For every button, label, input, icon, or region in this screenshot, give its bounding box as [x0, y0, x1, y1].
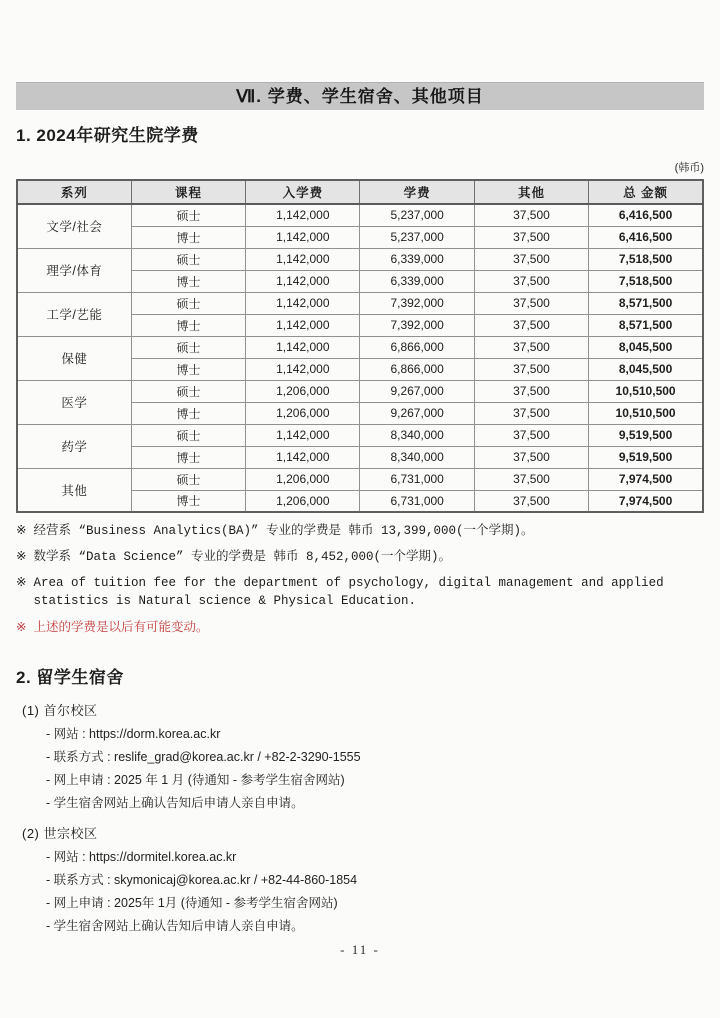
course-cell: 博士: [131, 402, 245, 424]
table-row: [17, 204, 703, 226]
table-row: [17, 336, 703, 358]
other-cell: 37,500: [474, 336, 588, 358]
course-cell: 硕士: [131, 248, 245, 270]
total-cell: 7,518,500: [589, 270, 703, 292]
course-cell: 硕士: [131, 292, 245, 314]
course-cell: 硕士: [131, 468, 245, 490]
series-cell: 药学: [17, 424, 131, 468]
course-cell: 硕士: [131, 336, 245, 358]
total-cell: 7,974,500: [589, 490, 703, 512]
other-cell: 37,500: [474, 402, 588, 424]
tuition-cell: 7,392,000: [360, 292, 474, 314]
note-text: 上述的学费是以后有可能变动。: [33, 620, 209, 635]
series-cell: 理学/体育: [17, 248, 131, 292]
total-cell: 6,416,500: [589, 204, 703, 226]
notes-block: [16, 522, 704, 637]
admission-cell: 1,206,000: [246, 402, 360, 424]
series-cell: 医学: [17, 380, 131, 424]
note-marker: ※: [16, 620, 27, 635]
other-cell: 37,500: [474, 446, 588, 468]
tuition-cell: 6,339,000: [360, 248, 474, 270]
campus-note: - 学生宿舍网站上确认告知后申请人亲自申请。: [46, 918, 304, 933]
col-header-tuition: 学费: [360, 180, 474, 204]
tuition-cell: 8,340,000: [360, 446, 474, 468]
admission-cell: 1,142,000: [246, 270, 360, 292]
other-cell: 37,500: [474, 314, 588, 336]
tuition-table-body: [17, 204, 703, 512]
course-cell: 博士: [131, 270, 245, 292]
table-row: [17, 468, 703, 490]
other-cell: 37,500: [474, 424, 588, 446]
total-cell: 7,974,500: [589, 468, 703, 490]
table-row: [17, 380, 703, 402]
admission-cell: 1,142,000: [246, 358, 360, 380]
total-cell: 10,510,500: [589, 380, 703, 402]
note-text: 经营系 “Business Analytics(BA)” 专业的学费是 韩币 13,399,000(一个学期)。: [33, 524, 534, 538]
campus-label: (1) 首尔校区: [22, 702, 98, 718]
other-cell: 37,500: [474, 270, 588, 292]
admission-cell: 1,206,000: [246, 490, 360, 512]
section2-heading: 2. 留学生宿舍: [16, 667, 124, 687]
note-tuition-area: [16, 574, 704, 610]
tuition-cell: 5,237,000: [360, 204, 474, 226]
total-cell: 9,519,500: [589, 446, 703, 468]
admission-cell: 1,142,000: [246, 248, 360, 270]
other-cell: 37,500: [474, 380, 588, 402]
admission-cell: 1,142,000: [246, 446, 360, 468]
tuition-cell: 6,731,000: [360, 468, 474, 490]
campus-details: [46, 851, 704, 934]
section-title-bar: Ⅶ. 学费、学生宿舍、其他项目: [16, 82, 704, 110]
other-cell: 37,500: [474, 358, 588, 380]
admission-cell: 1,206,000: [246, 468, 360, 490]
course-cell: 博士: [131, 490, 245, 512]
note-text: Area of tuition fee for the department of psychology, digital management and applied statistics is Natural science & Physical Education.: [33, 576, 664, 609]
table-row: [17, 248, 703, 270]
course-cell: 博士: [131, 226, 245, 248]
series-cell: 保健: [17, 336, 131, 380]
admission-cell: 1,142,000: [246, 292, 360, 314]
other-cell: 37,500: [474, 226, 588, 248]
campus-details: [46, 728, 704, 811]
campus-sejong: [16, 823, 704, 934]
tuition-cell: 7,392,000: [360, 314, 474, 336]
header-row: [17, 180, 703, 204]
col-header-admission-fee: 入学费: [246, 180, 360, 204]
course-cell: 博士: [131, 314, 245, 336]
note-marker: ※: [16, 524, 27, 538]
tuition-cell: 6,866,000: [360, 336, 474, 358]
col-header-course: 课程: [131, 180, 245, 204]
admission-cell: 1,142,000: [246, 336, 360, 358]
note-marker: ※: [16, 550, 27, 565]
campus-contact: - 联系方式 : skymonicaj@korea.ac.kr / +82-44-860-1854: [46, 872, 358, 887]
col-header-series: 系列: [17, 180, 131, 204]
admission-cell: 1,142,000: [246, 204, 360, 226]
note-data-science: [16, 548, 704, 566]
tuition-table-header: [17, 180, 703, 204]
tuition-cell: 6,339,000: [360, 270, 474, 292]
campus-application: - 网上申请 : 2025年 1月 (待通知 - 参考学生宿舍网站): [46, 895, 338, 910]
tuition-cell: 9,267,000: [360, 402, 474, 424]
tuition-cell: 8,340,000: [360, 424, 474, 446]
other-cell: 37,500: [474, 292, 588, 314]
currency-note: (韩币): [674, 162, 704, 174]
total-cell: 6,416,500: [589, 226, 703, 248]
table-row: [17, 292, 703, 314]
series-cell: 工学/艺能: [17, 292, 131, 336]
table-row: [17, 424, 703, 446]
tuition-cell: 5,237,000: [360, 226, 474, 248]
campus-seoul: [16, 700, 704, 811]
campus-website: - 网站 : https://dorm.korea.ac.kr: [46, 726, 221, 741]
col-header-total: 总 金额: [589, 180, 703, 204]
other-cell: 37,500: [474, 204, 588, 226]
tuition-cell: 6,866,000: [360, 358, 474, 380]
total-cell: 9,519,500: [589, 424, 703, 446]
total-cell: 10,510,500: [589, 402, 703, 424]
note-text: 数学系 “Data Science” 专业的学费是 韩币 8,452,000(一个学期)。: [33, 550, 452, 565]
course-cell: 博士: [131, 446, 245, 468]
course-cell: 硕士: [131, 380, 245, 402]
tuition-table: [16, 179, 704, 513]
col-header-other: 其他: [474, 180, 588, 204]
course-cell: 博士: [131, 358, 245, 380]
admission-cell: 1,142,000: [246, 314, 360, 336]
series-cell: 其他: [17, 468, 131, 512]
admission-cell: 1,142,000: [246, 226, 360, 248]
page-content: [16, 0, 704, 934]
total-cell: 8,045,500: [589, 358, 703, 380]
note-fees-may-change: [16, 619, 704, 637]
note-business-analytics: [16, 522, 704, 540]
course-cell: 硕士: [131, 204, 245, 226]
section1-heading: 1. 2024年研究生院学费: [16, 126, 199, 145]
other-cell: 37,500: [474, 468, 588, 490]
total-cell: 8,571,500: [589, 314, 703, 336]
other-cell: 37,500: [474, 248, 588, 270]
other-cell: 37,500: [474, 490, 588, 512]
campus-contact: - 联系方式 : reslife_grad@korea.ac.kr / +82-2-3290-1555: [46, 749, 361, 764]
total-cell: 8,571,500: [589, 292, 703, 314]
campus-application: - 网上申请 : 2025 年 1 月 (待通知 - 参考学生宿舍网站): [46, 772, 345, 787]
page-number: - 11 -: [340, 942, 380, 957]
tuition-cell: 6,731,000: [360, 490, 474, 512]
tuition-cell: 9,267,000: [360, 380, 474, 402]
campus-label: (2) 世宗校区: [22, 825, 98, 841]
series-cell: 文学/社会: [17, 204, 131, 248]
note-marker: ※: [16, 576, 27, 591]
admission-cell: 1,142,000: [246, 424, 360, 446]
total-cell: 8,045,500: [589, 336, 703, 358]
course-cell: 硕士: [131, 424, 245, 446]
admission-cell: 1,206,000: [246, 380, 360, 402]
total-cell: 7,518,500: [589, 248, 703, 270]
campus-note: - 学生宿舍网站上确认告知后申请人亲自申请。: [46, 795, 304, 810]
campus-website: - 网站 : https://dormitel.korea.ac.kr: [46, 849, 237, 864]
